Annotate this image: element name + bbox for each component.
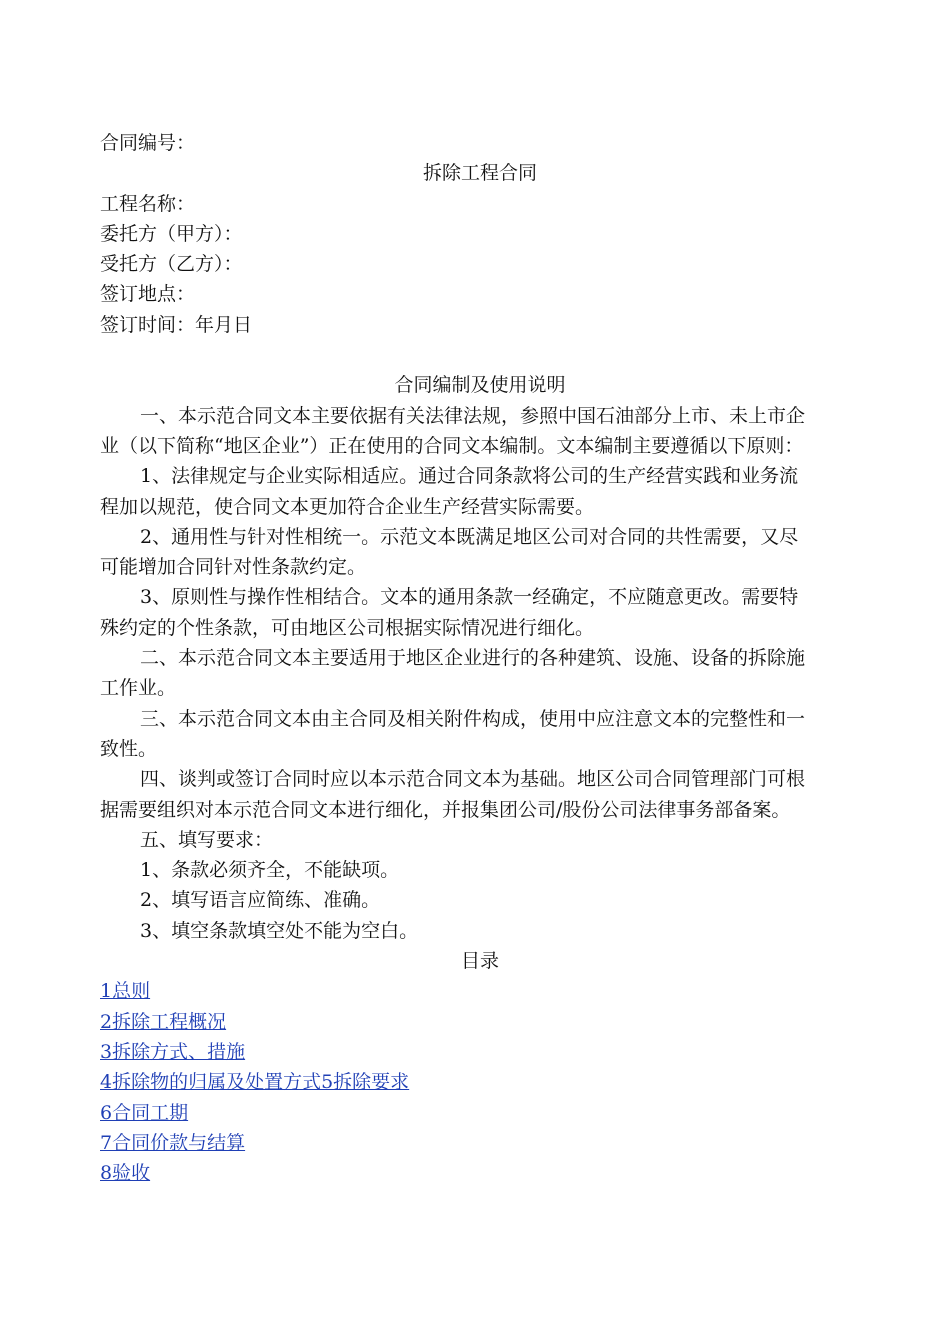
notes-line: 1、条款必须齐全，不能缺项。 — [140, 859, 400, 882]
notes-title: 合同编制及使用说明 — [394, 374, 566, 397]
notes-line: 可能增加合同针对性条款约定。 — [100, 556, 367, 579]
notes-line: 程加以规范，使合同文本更加符合企业生产经营实际需要。 — [100, 495, 595, 518]
toc-item — [100, 1067, 860, 1097]
notes-line: 五、填写要求： — [140, 828, 274, 851]
notes-line: 殊约定的个性条款，可由地区公司根据实际情况进行细化。 — [100, 616, 595, 639]
notes-line: 3、填空条款填空处不能为空白。 — [140, 919, 419, 942]
toc-title: 目录 — [460, 950, 499, 973]
notes-line: 1、法律规定与企业实际相适应。通过合同条款将公司的生产经营实践和业务流 — [140, 465, 799, 488]
notes-line: 业（以下简称“地区企业”）正在使用的合同文本编制。文本编制主要遵循以下原则： — [100, 434, 804, 457]
notes-line: 四、谈判或签订合同时应以本示范合同文本为基础。地区公司合同管理部门可根 — [140, 768, 806, 791]
field-party-a: 委托方（甲方）： — [100, 222, 243, 245]
field-signing-date: 签订时间：年月日 — [100, 313, 253, 336]
toc-link[interactable]: 2拆除工程概况 — [100, 1010, 227, 1033]
contract-fields — [100, 189, 860, 340]
field-party-b: 受托方（乙方）： — [100, 253, 243, 276]
toc-item — [100, 976, 860, 1006]
toc-list — [100, 976, 860, 1188]
field-signing-place: 签订地点： — [100, 283, 196, 306]
toc-link[interactable]: 6合同工期 — [100, 1101, 189, 1124]
notes-line: 一、本示范合同文本主要依据有关法律法规，参照中国石油部分上市、未上市企 — [140, 404, 806, 427]
field-project-name: 工程名称： — [100, 192, 196, 215]
notes-line: 二、本示范合同文本主要适用于地区企业进行的各种建筑、设施、设备的拆除施 — [140, 647, 806, 670]
document-title: 拆除工程合同 — [422, 162, 537, 185]
toc-item — [100, 1037, 860, 1067]
toc-item — [100, 1158, 860, 1188]
contract-number-label: 合同编号： — [100, 132, 196, 154]
notes-line: 工作业。 — [100, 677, 177, 700]
notes-line: 2、填写语言应简练、准确。 — [140, 889, 381, 912]
toc-link[interactable]: 1总则 — [100, 980, 151, 1003]
toc-link[interactable]: 8验收 — [100, 1162, 151, 1185]
toc-item — [100, 1098, 860, 1128]
notes-line: 致性。 — [100, 737, 158, 760]
notes-body — [100, 401, 860, 946]
notes-line: 据需要组织对本示范合同文本进行细化，并报集团公司/股份公司法律事务部备案。 — [100, 798, 791, 821]
notes-line: 2、通用性与针对性相统一。示范文本既满足地区公司对合同的共性需要，又尽 — [140, 525, 799, 548]
document-body — [100, 128, 860, 1188]
toc-item — [100, 1007, 860, 1037]
notes-line: 3、原则性与操作性相结合。文本的通用条款一经确定，不应随意更改。需要特 — [140, 586, 799, 609]
toc-link[interactable]: 3拆除方式、措施 — [100, 1040, 246, 1063]
toc-link[interactable]: 4拆除物的归属及处置方式5拆除要求 — [100, 1071, 410, 1094]
toc-item — [100, 1128, 860, 1158]
toc-link[interactable]: 7合同价款与结算 — [100, 1131, 246, 1154]
notes-line: 三、本示范合同文本由主合同及相关附件构成，使用中应注意文本的完整性和一 — [140, 707, 806, 730]
spacer — [100, 340, 860, 370]
